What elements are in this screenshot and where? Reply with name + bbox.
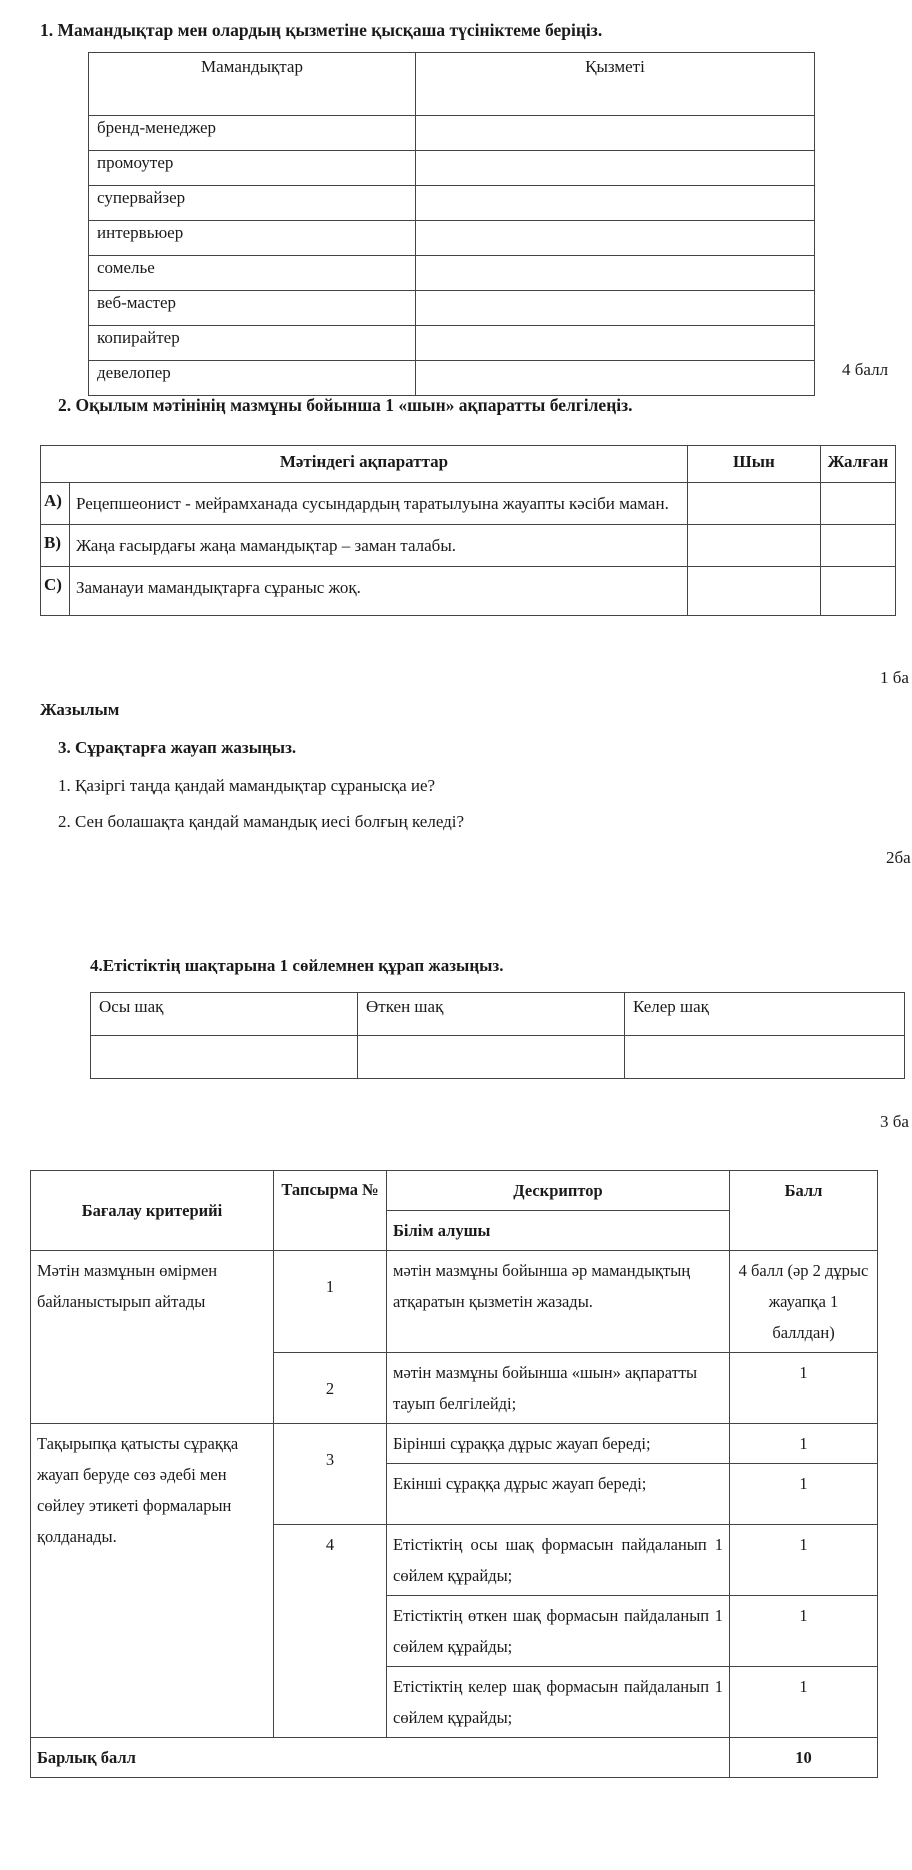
table-row: [89, 186, 815, 221]
rubric-header-criteria: Бағалау критерийі: [31, 1171, 274, 1251]
descriptor-cell: Етістіктің осы шақ формасын пайдаланып 1 сөйлем құрайды;: [387, 1525, 730, 1596]
rubric-header-score: Балл: [730, 1171, 878, 1251]
rubric-table: [30, 1170, 878, 1778]
profession-cell: сомелье: [89, 256, 416, 291]
q2-points: 1 ба: [880, 668, 909, 687]
function-cell[interactable]: [416, 186, 815, 221]
rubric-total-row: [31, 1738, 878, 1778]
function-cell[interactable]: [416, 151, 815, 186]
descriptor-cell: Етістіктің өткен шақ формасын пайдаланып 1 сөйлем құрайды;: [387, 1596, 730, 1667]
task-number: 3: [274, 1424, 387, 1525]
col-header-past: Өткен шақ: [358, 993, 625, 1036]
statement-text: Жаңа ғасырдағы жаңа мамандықтар – заман талабы.: [70, 525, 688, 567]
q3-points: 2ба: [886, 848, 911, 867]
future-answer-cell[interactable]: [625, 1036, 905, 1079]
descriptor-cell: Екінші сұраққа дұрыс жауап береді;: [387, 1464, 730, 1525]
table-row: [89, 221, 815, 256]
function-cell[interactable]: [416, 256, 815, 291]
profession-cell: веб-мастер: [89, 291, 416, 326]
q3-title: 3. Сұрақтарға жауап жазыңыз.: [58, 738, 297, 757]
true-false-table: [40, 445, 896, 616]
criteria-cell: Мәтін мазмұнын өмірмен байланыстырып айтады: [31, 1251, 274, 1424]
table-row: [89, 326, 815, 361]
table-row: [41, 483, 896, 525]
score-cell: 1: [730, 1464, 878, 1525]
table-row: [89, 151, 815, 186]
row-label: А): [41, 483, 70, 525]
descriptor-cell: Етістіктің келер шақ формасын пайдаланып 1 сөйлем құрайды;: [387, 1667, 730, 1738]
false-checkbox-cell[interactable]: [820, 525, 895, 567]
total-value: 10: [730, 1738, 878, 1778]
criteria-cell: Тақырыпқа қатысты сұраққа жауап беруде сөз әдебі мен сөйлеу этикеті формаларын қолданады.: [31, 1424, 274, 1738]
present-answer-cell[interactable]: [91, 1036, 358, 1079]
function-cell[interactable]: [416, 326, 815, 361]
col-header-info: Мәтіндегі ақпараттар: [41, 446, 688, 483]
col-header-false: Жалған: [820, 446, 895, 483]
profession-cell: интервьюер: [89, 221, 416, 256]
descriptor-cell: Бірінші сұраққа дұрыс жауап береді;: [387, 1424, 730, 1464]
col-header-function: Қызметі: [416, 53, 815, 116]
q3-question-2: 2. Сен болашақта қандай мамандық иесі болғың келеді?: [58, 812, 465, 831]
score-cell: 1: [730, 1667, 878, 1738]
col-header-true: Шын: [687, 446, 820, 483]
col-header-professions: Мамандықтар: [89, 53, 416, 116]
rubric-header-descriptor: Дескриптор: [387, 1171, 730, 1211]
score-cell: 1: [730, 1424, 878, 1464]
table-row: [41, 525, 896, 567]
q3-question-1: 1. Қазіргі таңда қандай мамандықтар сұранысқа ие?: [58, 776, 436, 795]
table-row: [41, 567, 896, 616]
rubric-header-task: Тапсырма №: [274, 1171, 387, 1251]
past-answer-cell[interactable]: [358, 1036, 625, 1079]
total-label: Барлық балл: [31, 1738, 730, 1778]
true-checkbox-cell[interactable]: [687, 525, 820, 567]
descriptor-cell: мәтін мазмұны бойынша «шын» ақпаратты тауып белгілейді;: [387, 1353, 730, 1424]
table-row: [89, 256, 815, 291]
false-checkbox-cell[interactable]: [820, 483, 895, 525]
col-header-future: Келер шақ: [625, 993, 905, 1036]
table-row: [31, 1424, 878, 1464]
table-row: [31, 1251, 878, 1353]
row-label: С): [41, 567, 70, 616]
score-cell: 4 балл (әр 2 дұрыс жауапқа 1 баллдан): [730, 1251, 878, 1353]
descriptor-cell: мәтін мазмұны бойынша әр мамандықтың атқаратын қызметін жазады.: [387, 1251, 730, 1353]
profession-cell: промоутер: [89, 151, 416, 186]
score-cell: 1: [730, 1596, 878, 1667]
q1-points: 4 балл: [842, 360, 889, 379]
verb-tense-table: [90, 992, 905, 1079]
profession-cell: девелопер: [89, 361, 416, 396]
profession-cell: копирайтер: [89, 326, 416, 361]
table-row: [89, 116, 815, 151]
statement-text: Рецепшеонист - мейрамханада сусындардың таратылуына жауапты кәсіби маман.: [70, 483, 688, 525]
q2-title: 2. Оқылым мәтінінің мазмұны бойынша 1 «шын» ақпаратты белгілеңіз.: [58, 395, 633, 415]
q1-title: 1. Мамандықтар мен олардың қызметіне қысқаша түсініктеме беріңіз.: [40, 20, 603, 40]
false-checkbox-cell[interactable]: [820, 567, 895, 616]
function-cell[interactable]: [416, 221, 815, 256]
function-cell[interactable]: [416, 291, 815, 326]
true-checkbox-cell[interactable]: [687, 567, 820, 616]
true-checkbox-cell[interactable]: [687, 483, 820, 525]
table-row: [89, 291, 815, 326]
profession-cell: супервайзер: [89, 186, 416, 221]
table-row: [89, 361, 815, 396]
rubric-subheader: Білім алушы: [387, 1211, 730, 1251]
q4-points: 3 ба: [880, 1112, 909, 1131]
row-label: В): [41, 525, 70, 567]
q4-title: 4.Етістіктің шақтарына 1 сөйлемнен құрап жазыңыз.: [90, 956, 504, 975]
section-heading-writing: Жазылым: [40, 700, 120, 719]
task-number: 1: [274, 1251, 387, 1353]
score-cell: 1: [730, 1525, 878, 1596]
task-number: 4: [274, 1525, 387, 1738]
col-header-present: Осы шақ: [91, 993, 358, 1036]
function-cell[interactable]: [416, 116, 815, 151]
statement-text: Заманауи мамандықтарға сұраныс жоқ.: [70, 567, 688, 616]
task-number: 2: [274, 1353, 387, 1424]
profession-cell: бренд-менеджер: [89, 116, 416, 151]
function-cell[interactable]: [416, 361, 815, 396]
score-cell: 1: [730, 1353, 878, 1424]
professions-table: [88, 52, 815, 396]
